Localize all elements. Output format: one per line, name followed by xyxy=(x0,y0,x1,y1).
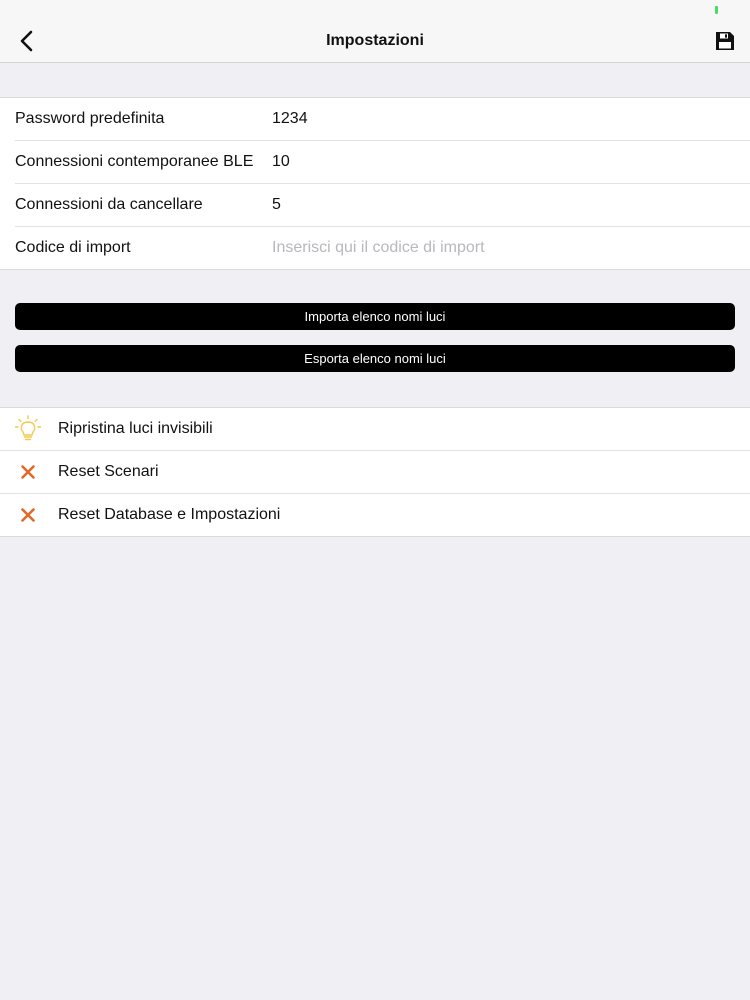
actions-list xyxy=(0,407,750,537)
ble-connections-input[interactable] xyxy=(272,141,732,183)
setting-row-ble-connections xyxy=(15,141,750,184)
navigation-bar xyxy=(0,20,750,63)
action-label: Reset Database e Impostazioni xyxy=(58,506,281,523)
default-password-input[interactable] xyxy=(272,98,732,140)
setting-row-import-code xyxy=(15,227,750,269)
export-light-names-button[interactable]: Esporta elenco nomi luci xyxy=(15,345,735,372)
setting-row-connections-to-delete xyxy=(15,184,750,227)
x-icon xyxy=(14,501,42,529)
action-label: Ripristina luci invisibili xyxy=(58,420,213,437)
setting-label: Connessioni contemporanee BLE xyxy=(15,153,254,170)
restore-invisible-lights-row[interactable] xyxy=(0,408,750,451)
import-light-names-button[interactable]: Importa elenco nomi luci xyxy=(15,303,735,330)
save-button[interactable] xyxy=(708,24,742,58)
reset-database-row[interactable] xyxy=(0,494,750,536)
floppy-disk-icon xyxy=(715,31,735,51)
x-icon xyxy=(14,458,42,486)
reset-scenes-row[interactable] xyxy=(0,451,750,494)
setting-label: Connessioni da cancellare xyxy=(15,196,203,213)
setting-label: Codice di import xyxy=(15,239,131,256)
page-title: Impostazioni xyxy=(326,32,424,49)
connections-to-delete-input[interactable] xyxy=(272,184,732,226)
lightbulb-icon xyxy=(14,415,42,443)
battery-icon xyxy=(715,6,718,14)
setting-row-default-password xyxy=(15,98,750,141)
import-code-input[interactable] xyxy=(272,227,732,269)
settings-list xyxy=(0,97,750,270)
setting-label: Password predefinita xyxy=(15,110,165,127)
status-bar xyxy=(0,0,750,20)
action-label: Reset Scenari xyxy=(58,463,159,480)
